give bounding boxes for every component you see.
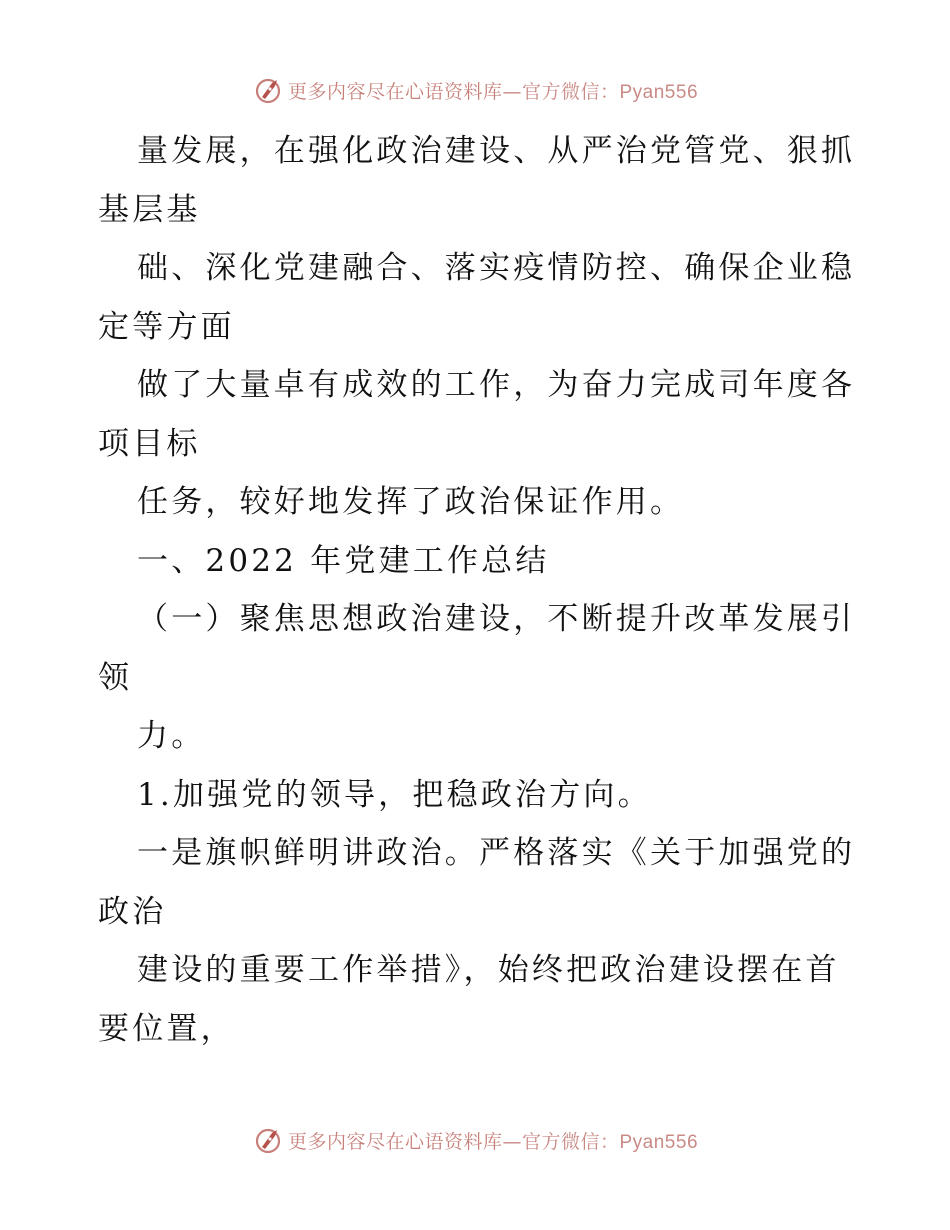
watermark-main: 更多内容尽在心语资料库: [287, 80, 503, 103]
text-line: 政治: [98, 893, 167, 930]
watermark-wechat-id: Pyan556: [619, 81, 699, 103]
section-heading: 一、2022 年党建工作总结: [137, 542, 550, 579]
watermark-wechat-id: Pyan556: [619, 1131, 699, 1153]
watermark-text: [288, 77, 698, 104]
text-line: 项目标: [98, 425, 201, 462]
text-line: 任务，较好地发挥了政治保证作用。: [137, 484, 685, 520]
text-line: 量发展，在强化政治建设、从严治党管党、狠抓: [137, 133, 856, 169]
footer-watermark: [0, 1120, 950, 1160]
text-line: 领: [98, 659, 133, 696]
text-line: 建设的重要工作举措》，始终把政治建设摆在首: [137, 952, 840, 988]
text-line: 力。: [137, 718, 206, 754]
watermark-wechat-label: 官方微信：: [521, 1130, 620, 1153]
watermark-dash: —: [502, 1130, 522, 1153]
text-line: 做了大量卓有成效的工作，为奋力完成司年度各: [137, 367, 856, 403]
item-heading: 1.加强党的领导，把稳政治方向。: [137, 776, 652, 813]
watermark-dash: —: [502, 80, 522, 103]
document-body: [98, 122, 856, 1058]
watermark-text: [288, 1127, 698, 1154]
text-line: 一是旗帜鲜明讲政治。严格落实《关于加强党的: [137, 835, 856, 871]
text-line: 基层基: [98, 191, 201, 228]
text-line: 础、深化党建融合、落实疫情防控、确保企业稳: [137, 250, 856, 286]
subsection-heading: （一）聚焦思想政治建设，不断提升改革发展引: [137, 601, 856, 637]
pen-nib-circle-icon: [252, 1124, 284, 1156]
watermark-main: 更多内容尽在心语资料库: [287, 1130, 503, 1153]
watermark-wechat-label: 官方微信：: [521, 80, 620, 103]
text-line: 要位置，: [98, 1010, 235, 1047]
pen-nib-circle-icon: [252, 74, 284, 106]
header-watermark: [0, 70, 950, 110]
text-line: 定等方面: [98, 308, 235, 345]
